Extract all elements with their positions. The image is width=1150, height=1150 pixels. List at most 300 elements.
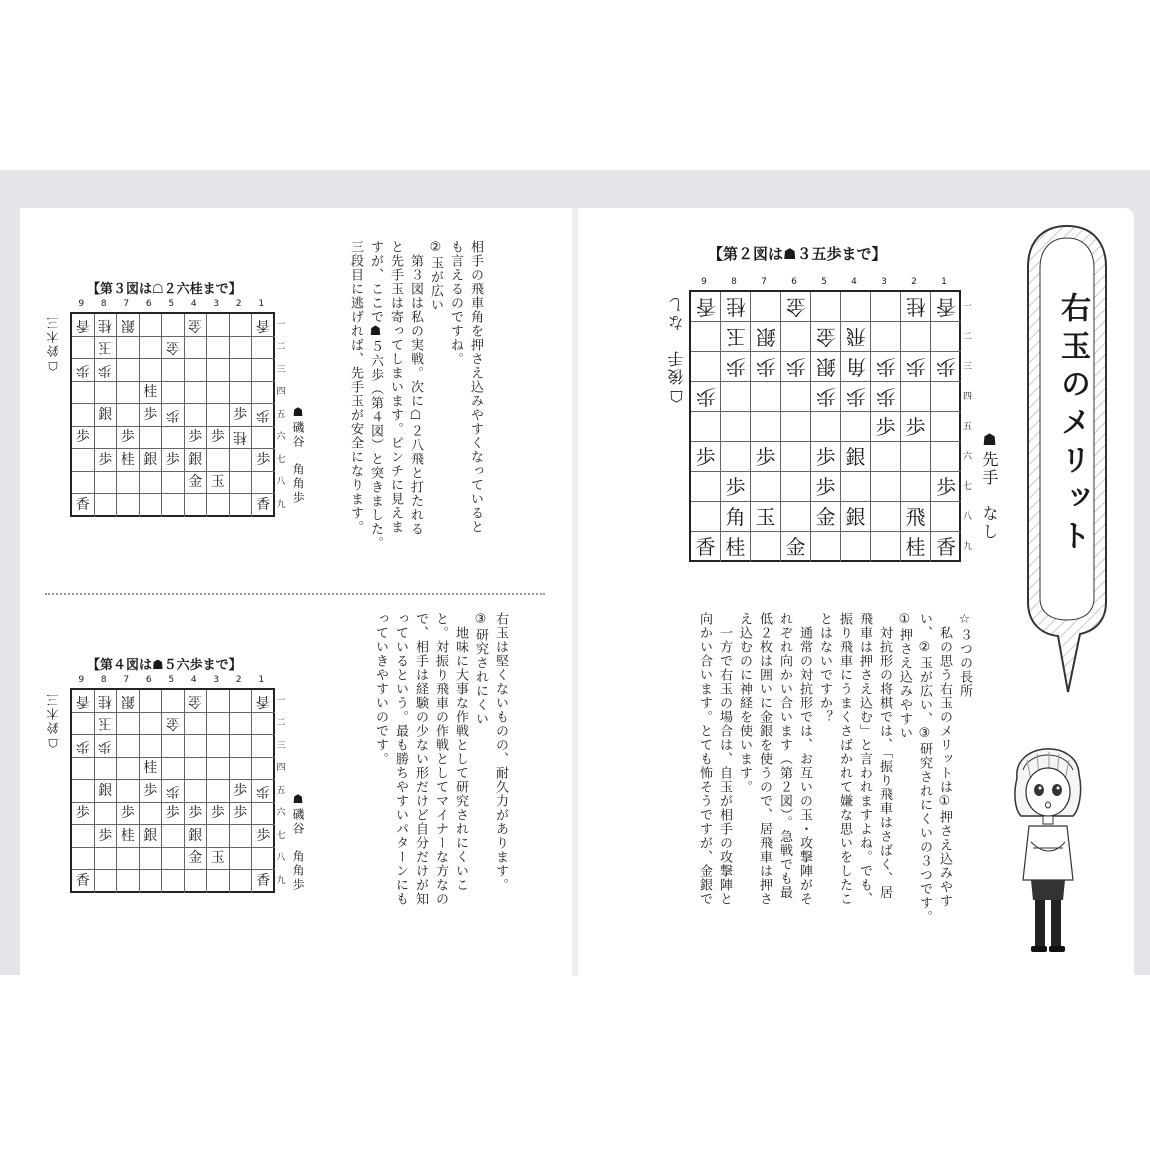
board-square — [162, 404, 185, 427]
board-square — [901, 292, 931, 322]
board-square — [185, 494, 208, 517]
board-square — [207, 848, 230, 871]
row-number: 八 — [276, 477, 286, 488]
sente-piece: 歩 — [905, 414, 926, 439]
sente-piece: 歩 — [210, 429, 225, 446]
board-square — [72, 690, 95, 713]
column-number: 1 — [941, 277, 947, 287]
gote-piece: 歩 — [845, 384, 866, 409]
board-square — [781, 472, 811, 502]
board-square — [230, 494, 253, 517]
gote-piece: 桂 — [233, 429, 248, 446]
sente-piece: 歩 — [165, 451, 180, 468]
board-square — [95, 359, 118, 382]
gote-piece: 香 — [75, 692, 90, 709]
sente-piece: 歩 — [815, 474, 836, 499]
board-square — [931, 442, 961, 472]
body-text-line: ②玉が広い — [428, 240, 443, 312]
board-square — [811, 442, 841, 472]
body-text-line: で、相手は経験の少ない形だけど自分だけが知 — [413, 612, 428, 906]
body-text-line: とはないですか？ — [817, 612, 832, 724]
body-text-line: も言えるのですね。 — [448, 240, 463, 366]
board-square — [72, 735, 95, 758]
board-square — [207, 314, 230, 337]
column-number: 7 — [123, 299, 130, 309]
row-numbers — [277, 312, 286, 515]
board-square — [72, 449, 95, 472]
board-square — [185, 848, 208, 871]
row-number: 三 — [276, 364, 286, 375]
gote-piece: 金 — [188, 692, 203, 709]
board-square — [207, 780, 230, 803]
board-square — [811, 292, 841, 322]
column-number: 2 — [911, 277, 917, 287]
column-number: 8 — [100, 299, 107, 309]
board-square — [230, 825, 253, 848]
board-square — [230, 848, 253, 871]
body-text-line: 飛車は押さえ込む」と言われますよね。でも、 — [857, 612, 872, 906]
board-square — [162, 472, 185, 495]
board-square — [901, 472, 931, 502]
board-square — [140, 449, 163, 472]
sente-piece: 銀 — [188, 451, 203, 468]
board-square — [230, 758, 253, 781]
board-square — [207, 713, 230, 736]
board-square — [207, 404, 230, 427]
board-square — [117, 690, 140, 713]
column-number: 3 — [213, 299, 220, 309]
board-square — [72, 848, 95, 871]
gote-piece: 歩 — [725, 354, 746, 379]
board-square — [841, 322, 871, 352]
row-number: 七 — [276, 830, 286, 841]
gote-piece: 角 — [845, 354, 866, 379]
row-number: 四 — [276, 763, 286, 774]
board-square — [72, 758, 95, 781]
left-lower-text — [370, 612, 510, 906]
board-square — [751, 442, 781, 472]
board-square — [207, 427, 230, 450]
row-number: 一 — [276, 319, 286, 330]
board-square — [185, 780, 208, 803]
board-square — [230, 803, 253, 826]
gote-piece: 歩 — [936, 354, 956, 379]
body-text-line: 一方で右玉の場合は、自玉が相手の攻撃陣と — [717, 612, 732, 906]
board-square — [751, 292, 781, 322]
row-numbers — [277, 688, 286, 891]
column-number: 2 — [235, 299, 242, 309]
board-square — [811, 472, 841, 502]
gote-piece: 歩 — [165, 406, 180, 423]
column-number: 8 — [100, 675, 107, 685]
board-square — [871, 532, 901, 562]
board-square — [811, 322, 841, 352]
sente-piece: 香 — [75, 873, 90, 890]
board-square — [252, 494, 275, 517]
board-square — [721, 292, 751, 322]
gote-piece: 歩 — [905, 354, 926, 379]
board-square — [721, 532, 751, 562]
board-square — [185, 337, 208, 360]
board-square — [931, 532, 961, 562]
gote-hand: ☖鈴木三 — [46, 692, 60, 750]
board-square — [207, 382, 230, 405]
board-square — [230, 472, 253, 495]
sente-piece: 歩 — [98, 827, 113, 844]
board-square — [252, 337, 275, 360]
board-square — [72, 803, 95, 826]
board-square — [140, 870, 163, 893]
gote-piece: 桂 — [905, 294, 926, 319]
shogi-board — [70, 312, 275, 517]
board-square — [230, 449, 253, 472]
sente-piece: 金 — [785, 535, 806, 559]
board-square — [117, 314, 140, 337]
board-square — [841, 442, 871, 472]
board-square — [162, 494, 185, 517]
sente-piece: 歩 — [936, 474, 956, 499]
gote-piece: 銀 — [120, 316, 135, 333]
board-square — [95, 690, 118, 713]
body-text-line: え込むのに神経を使います。 — [737, 612, 752, 794]
board-square — [721, 442, 751, 472]
gote-piece: 歩 — [98, 737, 113, 754]
gote-piece: 香 — [936, 294, 956, 319]
row-number: 二 — [276, 342, 286, 353]
board-square — [72, 494, 95, 517]
sente-piece: 歩 — [188, 429, 203, 446]
board-square — [185, 803, 208, 826]
body-text-line: 第３図は私の実戦。次に☖２八飛と打たれる — [408, 240, 423, 536]
board-square — [871, 502, 901, 532]
sente-piece: 歩 — [165, 805, 180, 822]
board-square — [252, 404, 275, 427]
board-square — [721, 472, 751, 502]
board-square — [117, 472, 140, 495]
right-lower-text — [694, 612, 974, 924]
sente-piece: 銀 — [845, 504, 866, 529]
bubble-title: 右玉のメリット — [1055, 292, 1090, 558]
board-square — [207, 449, 230, 472]
body-text-line: ③研究されにくい — [473, 612, 488, 726]
board-square — [140, 404, 163, 427]
board-square — [901, 382, 931, 412]
board-square — [207, 337, 230, 360]
board-square — [721, 322, 751, 352]
sente-piece: 歩 — [233, 782, 248, 799]
board-square — [140, 337, 163, 360]
sente-piece: 歩 — [143, 406, 158, 423]
character-illustration — [1003, 730, 1093, 960]
board-square — [162, 337, 185, 360]
row-number: 一 — [276, 695, 286, 706]
board-square — [931, 472, 961, 502]
board-square — [811, 502, 841, 532]
sente-piece: 桂 — [143, 384, 158, 401]
board-square — [841, 412, 871, 442]
board-square — [691, 532, 721, 562]
row-number: 七 — [963, 481, 973, 492]
board-square — [252, 314, 275, 337]
board-square — [95, 382, 118, 405]
sente-piece: 香 — [256, 497, 271, 514]
body-text-line: と。対振り飛車の作戦としてマイナーな方なの — [433, 612, 448, 906]
column-number: 4 — [190, 675, 197, 685]
column-number: 6 — [145, 675, 152, 685]
board-square — [185, 472, 208, 495]
board-square — [691, 292, 721, 322]
board-square — [230, 735, 253, 758]
board-square — [162, 735, 185, 758]
gote-piece: 金 — [165, 339, 180, 356]
row-number: 二 — [276, 718, 286, 729]
board-square — [117, 803, 140, 826]
board-square — [871, 382, 901, 412]
sente-piece: 歩 — [725, 474, 746, 499]
left-upper-text — [345, 240, 485, 550]
gote-piece: 歩 — [875, 384, 896, 409]
board-square — [95, 494, 118, 517]
board-square — [781, 382, 811, 412]
sente-piece: 歩 — [98, 451, 113, 468]
column-number: 5 — [821, 277, 827, 287]
board-square — [95, 848, 118, 871]
sente-piece: 歩 — [755, 444, 776, 469]
gote-piece: 金 — [785, 294, 806, 319]
board-square — [871, 442, 901, 472]
board-square — [140, 382, 163, 405]
board-square — [781, 322, 811, 352]
diagram-title: 【第３図は☖２六桂まで】 — [87, 282, 242, 297]
board-square — [162, 870, 185, 893]
board-square — [185, 359, 208, 382]
sente-piece: 玉 — [210, 850, 225, 867]
body-text-line: すが、ここで☗５六歩（第４図）と突きました。 — [368, 240, 383, 550]
sente-piece: 歩 — [75, 429, 90, 446]
board-square — [207, 825, 230, 848]
board-square — [751, 532, 781, 562]
sente-piece: 歩 — [875, 414, 896, 439]
board-square — [230, 382, 253, 405]
sente-piece: 角 — [725, 504, 746, 529]
board-square — [841, 292, 871, 322]
board-square — [117, 758, 140, 781]
board-square — [140, 803, 163, 826]
sente-piece: 銀 — [98, 782, 113, 799]
sente-piece: 香 — [256, 873, 271, 890]
board-square — [931, 322, 961, 352]
column-number: 7 — [761, 277, 767, 287]
board-square — [207, 803, 230, 826]
row-number: 五 — [963, 421, 973, 432]
row-number: 九 — [276, 499, 286, 510]
board-square — [871, 292, 901, 322]
gote-piece: 飛 — [845, 324, 866, 349]
row-number: 三 — [963, 361, 973, 372]
board-square — [230, 404, 253, 427]
gote-piece: 玉 — [98, 339, 113, 356]
column-number: 9 — [78, 299, 85, 309]
board-square — [252, 359, 275, 382]
board-square — [252, 825, 275, 848]
body-text-line: ☆３つの長所 — [957, 612, 972, 698]
board-square — [162, 758, 185, 781]
sente-piece: 桂 — [120, 827, 135, 844]
board-square — [781, 352, 811, 382]
board-square — [95, 314, 118, 337]
row-number: 四 — [963, 391, 973, 402]
board-square — [72, 472, 95, 495]
board-square — [811, 532, 841, 562]
board-square — [901, 532, 931, 562]
board-square — [721, 502, 751, 532]
board-square — [252, 713, 275, 736]
board-square — [162, 382, 185, 405]
row-number: 七 — [276, 454, 286, 465]
sente-piece: 銀 — [98, 406, 113, 423]
board-square — [691, 382, 721, 412]
gote-piece: 歩 — [755, 354, 776, 379]
row-number: 一 — [963, 301, 973, 312]
row-number: 五 — [276, 409, 286, 420]
board-square — [751, 352, 781, 382]
row-number: 六 — [276, 808, 286, 819]
gote-piece: 香 — [256, 692, 271, 709]
board-square — [781, 532, 811, 562]
board-square — [162, 690, 185, 713]
board-square — [95, 825, 118, 848]
board-square — [691, 502, 721, 532]
board-square — [841, 472, 871, 502]
gote-piece: 香 — [75, 316, 90, 333]
board-square — [781, 412, 811, 442]
board-square — [140, 735, 163, 758]
board-square — [72, 314, 95, 337]
board-square — [931, 412, 961, 442]
gote-piece: 金 — [815, 324, 836, 349]
gote-piece: 桂 — [725, 294, 746, 319]
column-number: 4 — [851, 277, 857, 287]
section-divider — [45, 593, 545, 595]
board-square — [95, 713, 118, 736]
sente-piece: 香 — [695, 535, 716, 559]
board-square — [781, 442, 811, 472]
board-square — [901, 412, 931, 442]
sente-hand: ☗磯谷 角角歩 — [291, 792, 305, 892]
board-square — [140, 690, 163, 713]
board-square — [72, 825, 95, 848]
board-square — [207, 472, 230, 495]
board-square — [841, 352, 871, 382]
body-text-line: い、②玉が広い、③研究されにくいの３つです。 — [917, 612, 932, 924]
board-square — [252, 735, 275, 758]
gote-piece: 玉 — [725, 324, 746, 349]
sente-piece: 玉 — [210, 474, 225, 491]
body-text-line: 三段目に逃げれば、先手玉が安全になります。 — [348, 240, 363, 534]
column-number: 6 — [791, 277, 797, 287]
gote-piece: 歩 — [256, 406, 271, 423]
board-square — [751, 502, 781, 532]
board-square — [140, 848, 163, 871]
gote-piece: 歩 — [98, 361, 113, 378]
board-square — [185, 690, 208, 713]
board-square — [140, 780, 163, 803]
column-number: 1 — [258, 299, 265, 309]
board-square — [140, 494, 163, 517]
board-square — [162, 427, 185, 450]
board-square — [117, 382, 140, 405]
board-square — [185, 735, 208, 758]
board-square — [207, 758, 230, 781]
sente-piece: 飛 — [905, 504, 926, 529]
board-square — [252, 382, 275, 405]
row-number: 八 — [276, 853, 286, 864]
board-square — [185, 404, 208, 427]
sente-piece: 香 — [936, 535, 956, 559]
board-square — [140, 713, 163, 736]
board-square — [117, 404, 140, 427]
board-square — [72, 359, 95, 382]
board-square — [841, 532, 871, 562]
board-square — [931, 292, 961, 322]
board-square — [691, 352, 721, 382]
gote-piece: 歩 — [75, 737, 90, 754]
gote-piece: 歩 — [875, 354, 896, 379]
row-number: 九 — [963, 541, 973, 552]
board-square — [691, 472, 721, 502]
board-square — [185, 449, 208, 472]
body-text-line: れぞれ向かい合います（第２図）。急戦でも最 — [777, 612, 792, 900]
sente-piece: 金 — [188, 474, 203, 491]
row-number: 八 — [963, 511, 973, 522]
sente-piece: 歩 — [233, 805, 248, 822]
body-text-line: と先手玉は寄ってしまいます。ピンチに見えま — [388, 240, 403, 534]
gote-piece: 桂 — [98, 316, 113, 333]
column-number: 3 — [881, 277, 887, 287]
board-square — [931, 502, 961, 532]
board-square — [871, 322, 901, 352]
sente-piece: 歩 — [233, 406, 248, 423]
column-number: 9 — [78, 675, 85, 685]
board-square — [162, 314, 185, 337]
board-square — [72, 427, 95, 450]
column-number: 5 — [168, 299, 175, 309]
gote-piece: 香 — [256, 316, 271, 333]
board-square — [252, 780, 275, 803]
board-square — [117, 735, 140, 758]
gote-piece: 金 — [165, 715, 180, 732]
row-number: 五 — [276, 785, 286, 796]
board-square — [140, 314, 163, 337]
board-square — [162, 848, 185, 871]
column-number: 8 — [731, 277, 737, 287]
board-square — [252, 870, 275, 893]
sente-piece: 歩 — [256, 827, 271, 844]
board-square — [252, 848, 275, 871]
gote-hand: ☖鈴木三 — [46, 315, 60, 373]
sente-piece: 歩 — [210, 805, 225, 822]
board-square — [901, 502, 931, 532]
sente-piece: 歩 — [143, 782, 158, 799]
board-square — [95, 472, 118, 495]
column-number: 7 — [123, 675, 130, 685]
row-number: 六 — [276, 432, 286, 443]
column-number: 4 — [190, 299, 197, 309]
board-square — [252, 449, 275, 472]
board-square — [230, 314, 253, 337]
sente-piece: 歩 — [120, 805, 135, 822]
board-square — [721, 382, 751, 412]
